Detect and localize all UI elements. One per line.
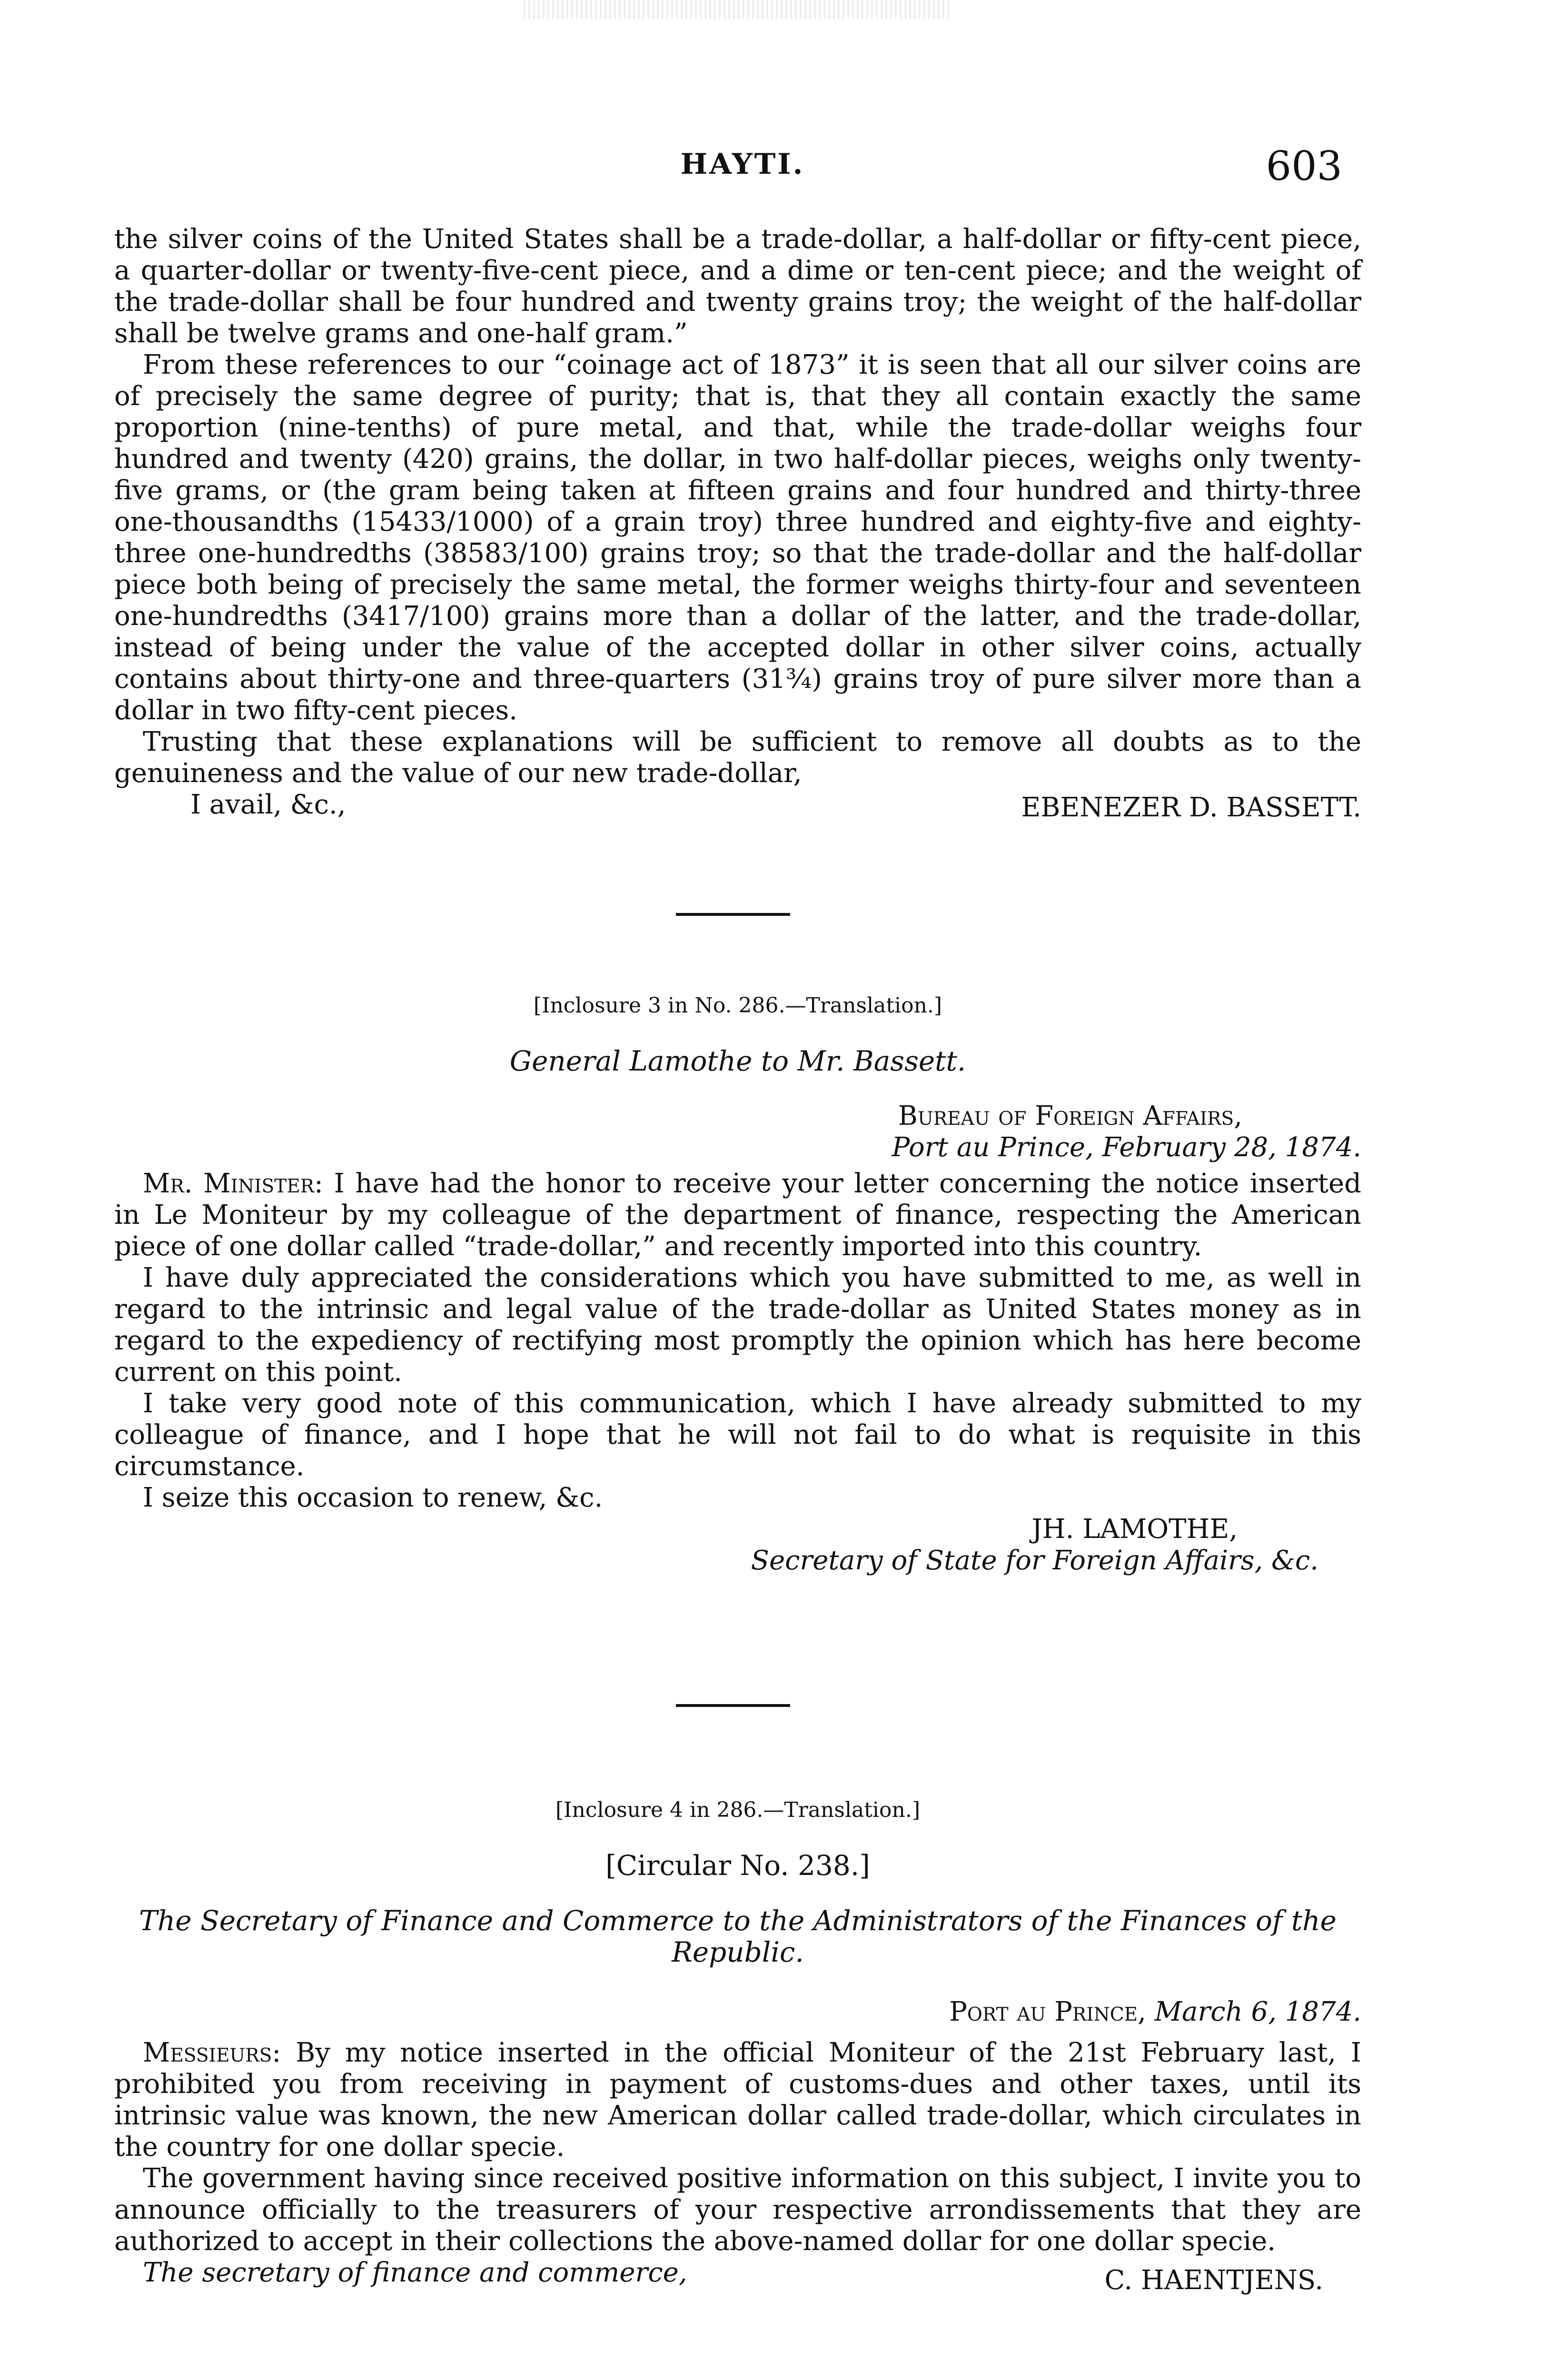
paragraph: The government having since received positive information on this subject, I invite you to announce officially to the treasurers of your respective arrondissements that they are authorized to accept in their collections the above-named dollar for one dollar specie. — [114, 2163, 1361, 2257]
paragraph: I seize this occasion to renew, &c. — [143, 1482, 603, 1513]
paragraph: I have duly appreciated the considerations which you have submitted to me, as well in regard to the intrinsic and legal value of the trade-dollar as United States money as in regard to the expediency of rectifying most promptly the opinion which has here become current on this point. — [114, 1262, 1361, 1388]
running-head: HAYTI. — [680, 148, 805, 181]
salutation: Messieurs: — [143, 2037, 281, 2068]
signature-title: Secretary of State for Foreign Affairs, &c. — [751, 1545, 1318, 1576]
section-divider — [676, 913, 790, 916]
letter-title: General Lamothe to Mr. Bassett. — [509, 1045, 966, 1077]
inclosure-4 — [114, 1795, 1361, 2296]
page-header — [114, 143, 1371, 190]
signature: JH. LAMOTHE, — [1031, 1514, 1238, 1545]
signature: EBENEZER D. BASSETT. — [1021, 792, 1361, 823]
paragraph: From these references to our “coinage act of 1873” it is seen that all our silver coins are of precisely the same degree of purity; that is, that they all contain exactly the same proportion (nine-tenths) of pure metal, and that, while the trade-dollar weighs four hundred and twenty (420) grains, the dollar, in two half-dollar pieces, weighs only twenty-five grams, or (the gram being taken at fifteen grains and four hundred and thirty-three one-thousandths (15433/1000) of a grain troy) three hundred and eighty-five and eighty-three one-hundredths (38583/100) grains troy; so that the trade-dollar and the half-dollar piece both being of precisely the same metal, the former weighs thirty-four and seventeen one-hundredths (3417/100) grains more than a dollar of the latter, and the trade-dollar, instead of being under the value of the accepted dollar in other silver coins, actually contains about thirty-one and three-quarters (31¾) grains troy of pure silver more than a dollar in two fifty-cent pieces. — [114, 349, 1361, 726]
dateline-place: Port au Prince, — [949, 1996, 1146, 2027]
paragraph-text: By my notice inserted in the official Moniteur of the 21st February last, I prohibited you from receiving in payment of customs-dues and other taxes, until its intrinsic value was known, the new American dollar called trade-dollar, which circulates in the country for one dollar specie. — [114, 2037, 1361, 2162]
paragraph-text: I have had the honor to receive your letter concerning the notice inserted in Le Moniteur by my colleague of the department of finance, respecting the American piece of one dollar called “trade-dollar,” and recently imported into this country. — [114, 1168, 1361, 1262]
paragraph — [114, 2037, 1361, 2163]
dateline — [114, 1996, 1361, 2028]
inclosure-3 — [114, 990, 1361, 1577]
letter-title: The Secretary of Finance and Commerce to the Administrators of the Finances of the Republic. — [139, 1904, 1337, 1968]
dateline: Port au Prince, February 28, 1874. — [892, 1132, 1361, 1163]
paragraph: Trusting that these explanations will be sufficient to remove all doubts as to the genuineness and the value of our new trade-dollar, — [114, 726, 1361, 789]
letter-continuation — [114, 224, 1361, 823]
inclosure-heading: [Inclosure 4 in 286.—Translation.] — [555, 1798, 920, 1822]
paragraph — [114, 1168, 1361, 1262]
paragraph: I take very good note of this communication, which I have already submitted to my colleague of finance, and I hope that he will not fail to do what is requisite in this circumstance. — [114, 1388, 1361, 1482]
inclosure-heading: [Inclosure 3 in No. 286.—Translation.] — [533, 993, 942, 1018]
signature-label: The secretary of finance and commerce, — [143, 2257, 687, 2288]
scan-noise — [524, 0, 952, 19]
dateline-date: March 6, 1874. — [1154, 1996, 1361, 2027]
closing-line: I avail, &c., — [190, 789, 346, 820]
salutation: Mr. Minister: — [143, 1168, 323, 1199]
section-divider — [676, 1704, 790, 1707]
signature: C. HAENTJENS. — [1104, 2265, 1323, 2296]
circular-number: [Circular No. 238.] — [605, 1849, 870, 1882]
bureau-line: Bureau of Foreign Affairs, — [898, 1101, 1242, 1131]
paragraph: the silver coins of the United States shall be a trade-dollar, a half-dollar or fifty-cent piece, a quarter-dollar or twenty-five-cent piece, and a dime or ten-cent piece; and the weight of the trade-dollar shall be four hundred and twenty grains troy; the weight of the half-dollar shall be twelve grams and one-half gram.” — [114, 224, 1361, 349]
page-number: 603 — [1266, 143, 1342, 189]
